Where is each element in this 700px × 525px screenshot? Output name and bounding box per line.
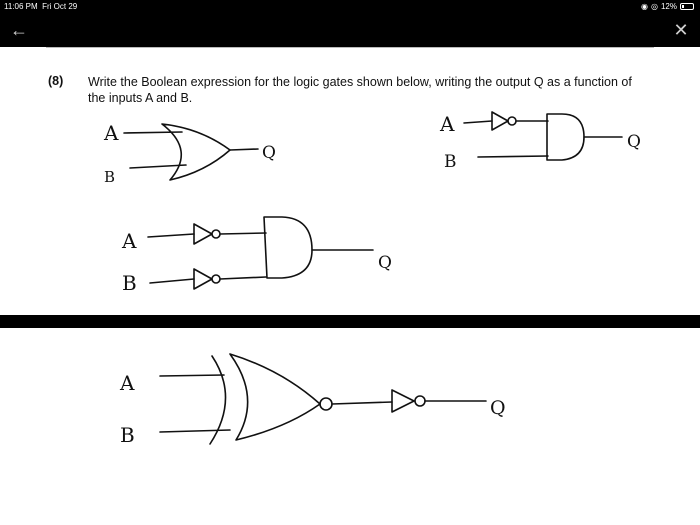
- not-gate-bubble: [508, 117, 516, 125]
- output-q-label: Q: [490, 397, 506, 419]
- status-date-text: Fri Oct 29: [42, 2, 78, 11]
- wire-not-a-to-and: [220, 233, 266, 234]
- xnor-gate-symbol: [230, 354, 320, 440]
- output-q-label: Q: [262, 143, 276, 163]
- wire-xnor-to-not: [332, 402, 392, 404]
- diagram-not-not-and-gate: [121, 217, 392, 295]
- input-b-label: B: [444, 152, 457, 172]
- input-b-label: B: [120, 423, 135, 447]
- diagram-not-and-gate: [439, 112, 641, 172]
- lock-rotation-icon: ◎: [651, 2, 658, 11]
- status-time-text: 11:06 PM: [4, 2, 38, 11]
- back-arrow-icon: ←: [10, 20, 28, 40]
- wire-a: [464, 121, 492, 123]
- wire-a: [160, 375, 224, 376]
- input-b-label: B: [104, 168, 116, 186]
- wire-b: [478, 156, 548, 157]
- not-gate-symbol: [492, 112, 508, 130]
- wire-b: [160, 430, 230, 432]
- input-a-label: A: [120, 371, 135, 395]
- close-icon: ✕: [673, 20, 689, 40]
- output-q-label: Q: [627, 132, 641, 152]
- input-a-label: A: [122, 229, 137, 253]
- not-gate-a-bubble: [212, 230, 220, 238]
- and-gate-symbol: [547, 114, 584, 160]
- not-gate-a-symbol: [194, 224, 212, 244]
- or-gate-symbol: [162, 124, 230, 180]
- wire-not-b-to-and: [220, 277, 266, 279]
- diagram-or-gate: [103, 121, 276, 186]
- and-gate-symbol: [264, 217, 312, 278]
- question-number: (8): [48, 74, 64, 88]
- not-gate-b-symbol: [194, 269, 212, 289]
- output-q-label: Q: [378, 253, 392, 273]
- wire-b: [150, 279, 194, 283]
- input-a-label: A: [440, 112, 455, 136]
- diagram-xnor-not-gate: [119, 354, 506, 447]
- wire-q: [230, 149, 258, 150]
- not-gate-symbol: [392, 390, 414, 412]
- not-gate-bubble: [415, 396, 425, 406]
- wifi-icon: ◉: [641, 2, 648, 11]
- wire-a: [148, 234, 194, 237]
- input-b-label: B: [122, 271, 137, 295]
- wire-a: [124, 132, 182, 133]
- question-text: Write the Boolean expression for the logic gates shown below, writing the output Q as a function of the inputs A and B.: [88, 75, 632, 105]
- not-gate-b-bubble: [212, 275, 220, 283]
- input-a-label: A: [104, 121, 119, 145]
- battery-percent: 12%: [660, 2, 677, 11]
- xnor-gate-bubble: [320, 398, 332, 410]
